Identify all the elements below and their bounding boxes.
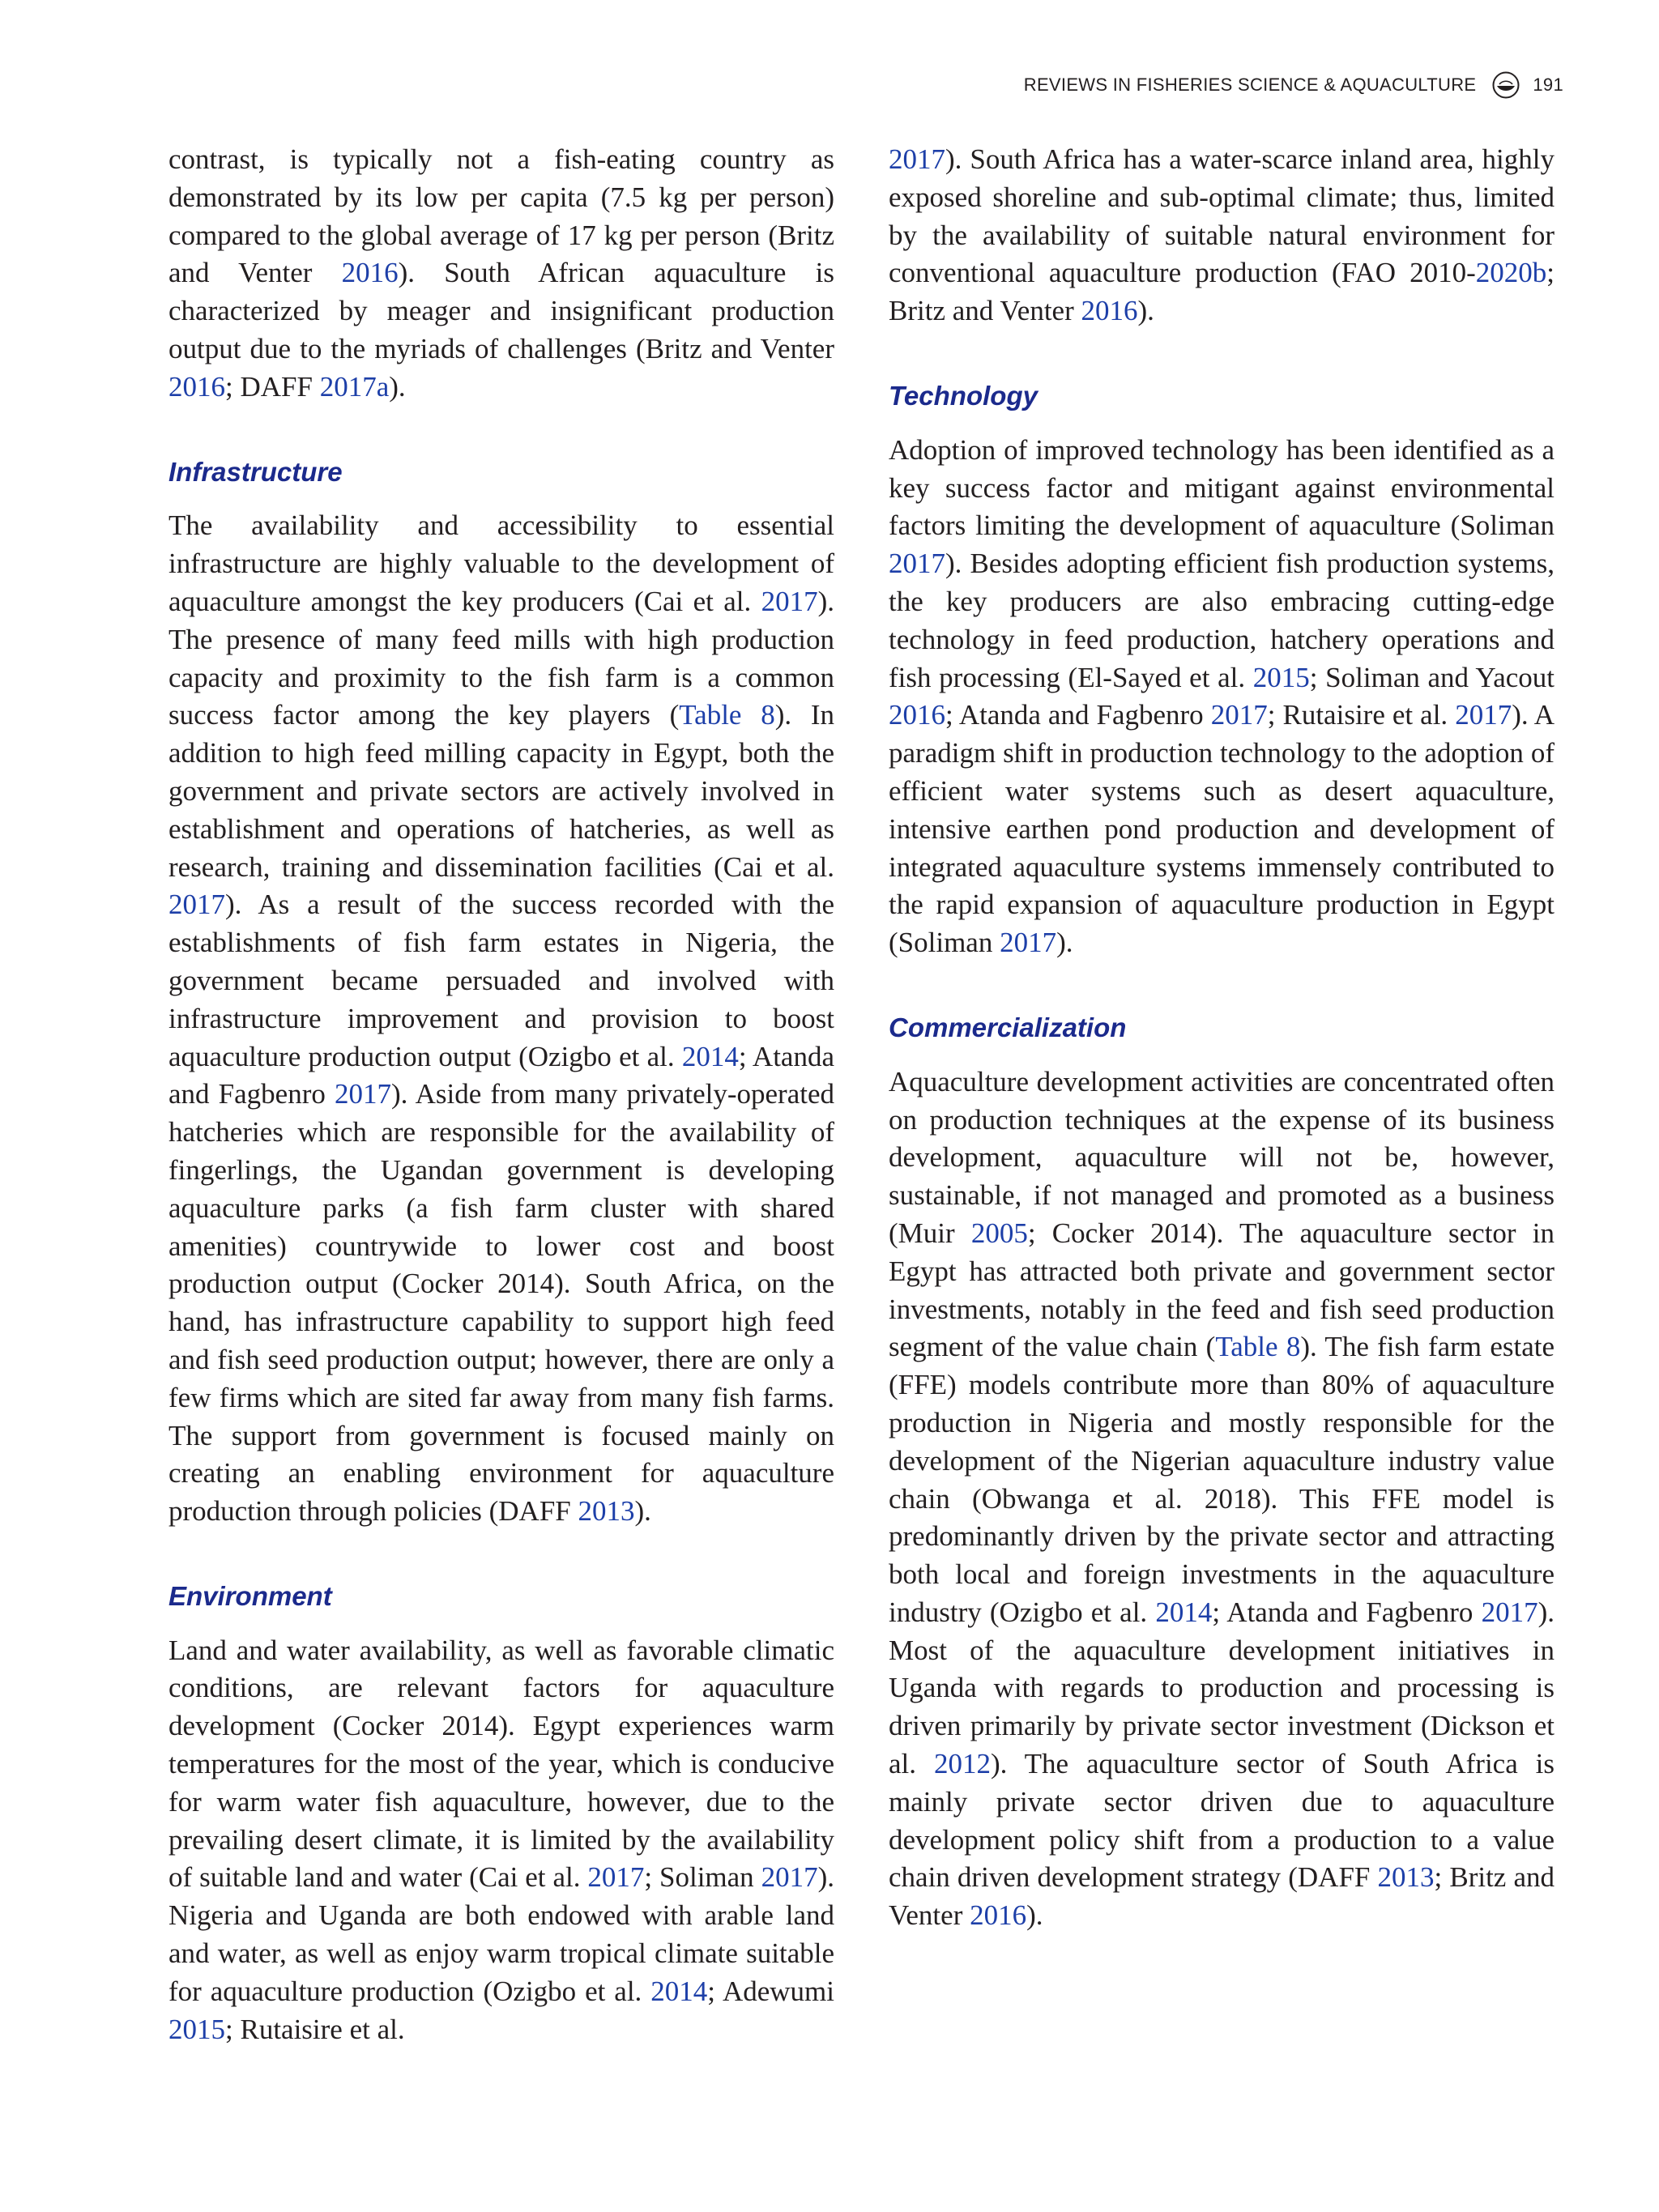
text-run: ). xyxy=(389,370,406,403)
text-run: ; Adewumi xyxy=(707,1975,834,2007)
commercialization-paragraph xyxy=(889,1063,1555,1935)
citation-link[interactable]: Table 8 xyxy=(1215,1331,1301,1363)
text-run: ). xyxy=(1026,1899,1043,1932)
text-run: ). South African aquaculture is characterized by meager and insignificant production output due to the myriads of challenges (Britz and Venter xyxy=(168,257,834,364)
text-run: ). In addition to high feed milling capacity in Egypt, both the government and private sectors are actively involved in establishment and operations of hatcheries, as well as research, training and dissemination facilities (Cai et al. xyxy=(168,699,834,883)
citation-link[interactable]: 2005 xyxy=(970,1217,1028,1249)
page-number: 191 xyxy=(1533,75,1563,95)
text-run: contrast, is typically not a fish-eating country as demonstrated by its low per capita (7.5 kg per person) compared to the global average of 17 kg per person (Britz and Venter xyxy=(168,143,834,289)
text-run: ). Most of the aquaculture development initiatives in Uganda with regards to production and processing is driven primarily by private sector investment (Dickson et al. xyxy=(889,1596,1555,1780)
text-run: ; Atanda and Fagbenro xyxy=(168,1040,834,1110)
text-run: The availability and accessibility to essential infrastructure are highly valuable to the development of aquaculture amongst the key producers (Cai et al. xyxy=(168,509,834,617)
text-run: ; Britz and Venter xyxy=(889,1861,1555,1932)
text-run: ). Aside from many privately-operated hatcheries which are responsible for the availability of fingerlings, the Ugandan government is developing aquaculture parks (a fish farm cluster with shared amenities) countrywide to lower cost and boost production output (Cocker 2014). South Africa, on the hand, has infrastructure capability to support high feed and fish seed production output; however, there are only a few firms which are sited far away from many fish farms. The support from government is focused mainly on creating an enabling environment for aquaculture production through policies (DAFF xyxy=(168,1078,834,1528)
citation-link[interactable]: 2020b xyxy=(1475,257,1547,289)
citation-link[interactable]: 2014 xyxy=(681,1040,739,1072)
text-run: ). Besides adopting efficient fish production systems, the key producers are also embracing cutting-edge technology in feed production, hatchery operations and fish processing (El-Sayed et al. xyxy=(889,548,1555,693)
environment-continued-paragraph xyxy=(889,141,1555,330)
intro-paragraph xyxy=(168,141,834,407)
text-run: Land and water availability, as well as favorable climatic conditions, are relevant factors for aquaculture development (Cocker 2014). Egypt experiences warm temperatures for the most of the year, which is conducive for warm water fish aquaculture, however, due to the prevailing desert climate, it is limited by the availability of suitable land and water (Cai et al. xyxy=(168,1634,834,1894)
citation-link[interactable]: 2017 xyxy=(889,548,945,580)
text-run: ; Atanda and Fagbenro xyxy=(945,699,1211,731)
text-run: ; Rutaisire et al. xyxy=(225,2013,405,2045)
citation-link[interactable]: 2017 xyxy=(1210,699,1268,731)
technology-paragraph xyxy=(889,432,1555,962)
text-run: ). South Africa has a water-scarce inland area, highly exposed shoreline and sub-optimal climate; thus, limited by the availability of suitable natural environment for conventional aquaculture production (FAO 2010- xyxy=(889,143,1555,289)
environment-heading: Environment xyxy=(168,1580,332,1611)
left-column xyxy=(168,141,834,2048)
citation-link[interactable]: 2017 xyxy=(335,1078,391,1110)
citation-link[interactable]: 2015 xyxy=(168,2013,225,2045)
text-run: ; Soliman xyxy=(644,1861,761,1894)
infrastructure-paragraph xyxy=(168,507,834,1531)
citation-link[interactable]: 2013 xyxy=(1377,1861,1435,1894)
text-run: ; Rutaisire et al. xyxy=(1267,699,1456,731)
infrastructure-heading: Infrastructure xyxy=(168,456,343,487)
text-run: ). The aquaculture sector of South Africa is mainly private sector driven due to aquaculture development policy shift from a production to a value chain driven development strategy (DAFF xyxy=(889,1748,1555,1894)
citation-link[interactable]: 2014 xyxy=(1155,1596,1213,1628)
citation-link[interactable]: 2016 xyxy=(168,370,225,403)
running-head xyxy=(1024,71,1563,99)
citation-link[interactable]: 2014 xyxy=(650,1975,708,2007)
journal-title: REVIEWS IN FISHERIES SCIENCE & AQUACULTURE xyxy=(1023,75,1477,95)
commercialization-heading: Commercialization xyxy=(889,1012,1127,1042)
citation-link[interactable]: 2016 xyxy=(341,257,399,289)
environment-paragraph xyxy=(168,1632,834,2049)
text-run: ). As a result of the success recorded with the establishments of fish farm estates in Nigeria, the government became persuaded and involved with infrastructure improvement and provision to boost aquaculture production output (Ozigbo et al. xyxy=(168,889,834,1072)
citation-link[interactable]: Table 8 xyxy=(679,699,775,731)
text-run: ). The fish farm estate (FFE) models contribute more than 80% of aquaculture production in Nigeria and mostly responsible for the development of the Nigerian aquaculture industry value chain (Obwanga et al. 2018). This FFE model is predominantly driven by the private sector and attracting both local and foreign investments in the aquaculture industry (Ozigbo et al. xyxy=(889,1331,1555,1628)
citation-link[interactable]: 2017 xyxy=(1000,927,1057,959)
citation-link[interactable]: 2017a xyxy=(319,370,390,403)
text-run: ). Nigeria and Uganda are both endowed with arable land and water, as well as enjoy warm tropical climate suitable for aquaculture production (Ozigbo et al. xyxy=(168,1861,835,2007)
text-run: ). xyxy=(634,1495,651,1528)
citation-link[interactable]: 2017 xyxy=(587,1861,645,1894)
citation-link[interactable]: 2016 xyxy=(889,699,945,731)
citation-link[interactable]: 2017 xyxy=(889,143,945,175)
text-run: ). xyxy=(1137,295,1154,327)
text-run: Adoption of improved technology has been identified as a key success factor and mitigant against environmental factors limiting the development of aquaculture (Soliman xyxy=(889,433,1555,542)
citation-link[interactable]: 2017 xyxy=(761,1861,818,1894)
text-run: ). The presence of many feed mills with high production capacity and proximity to the fish farm is a common success factor among the key players ( xyxy=(168,585,834,731)
text-run: ; Cocker 2014). The aquaculture sector in Egypt has attracted both private and government sector investments, notably in the feed and fish seed production segment of the value chain ( xyxy=(889,1217,1555,1363)
citation-link[interactable]: 2017 xyxy=(1455,699,1512,731)
citation-link[interactable]: 2013 xyxy=(578,1495,635,1528)
right-column xyxy=(889,141,1555,1935)
text-run: ; DAFF xyxy=(225,370,320,403)
citation-link[interactable]: 2017 xyxy=(1481,1596,1538,1628)
citation-link[interactable]: 2017 xyxy=(168,889,225,921)
text-run: ; Britz and Venter xyxy=(889,257,1555,327)
citation-link[interactable]: 2017 xyxy=(761,585,818,617)
text-run: ; Soliman and Yacout xyxy=(1309,661,1555,693)
citation-link[interactable]: 2015 xyxy=(1252,661,1310,693)
citation-link[interactable]: 2012 xyxy=(933,1748,991,1780)
text-run: ). xyxy=(1056,927,1073,959)
crossmark-icon xyxy=(1492,71,1520,99)
text-run: ). A paradigm shift in production technology to the adoption of efficient water systems such as desert aquaculture, intensive earthen pond production and development of integrated aquaculture systems immensely contributed to the rapid expansion of aquaculture production in Egypt (Soliman xyxy=(889,699,1555,959)
technology-heading: Technology xyxy=(889,380,1038,411)
citation-link[interactable]: 2016 xyxy=(1081,295,1138,327)
citation-link[interactable]: 2016 xyxy=(970,1899,1027,1932)
text-run: Aquaculture development activities are concentrated often on production techniques at the expense of its business development, aquaculture will not be, however, sustainable, if not managed and promoted as a business (Muir xyxy=(889,1065,1555,1249)
text-run: ; Atanda and Fagbenro xyxy=(1212,1596,1482,1628)
